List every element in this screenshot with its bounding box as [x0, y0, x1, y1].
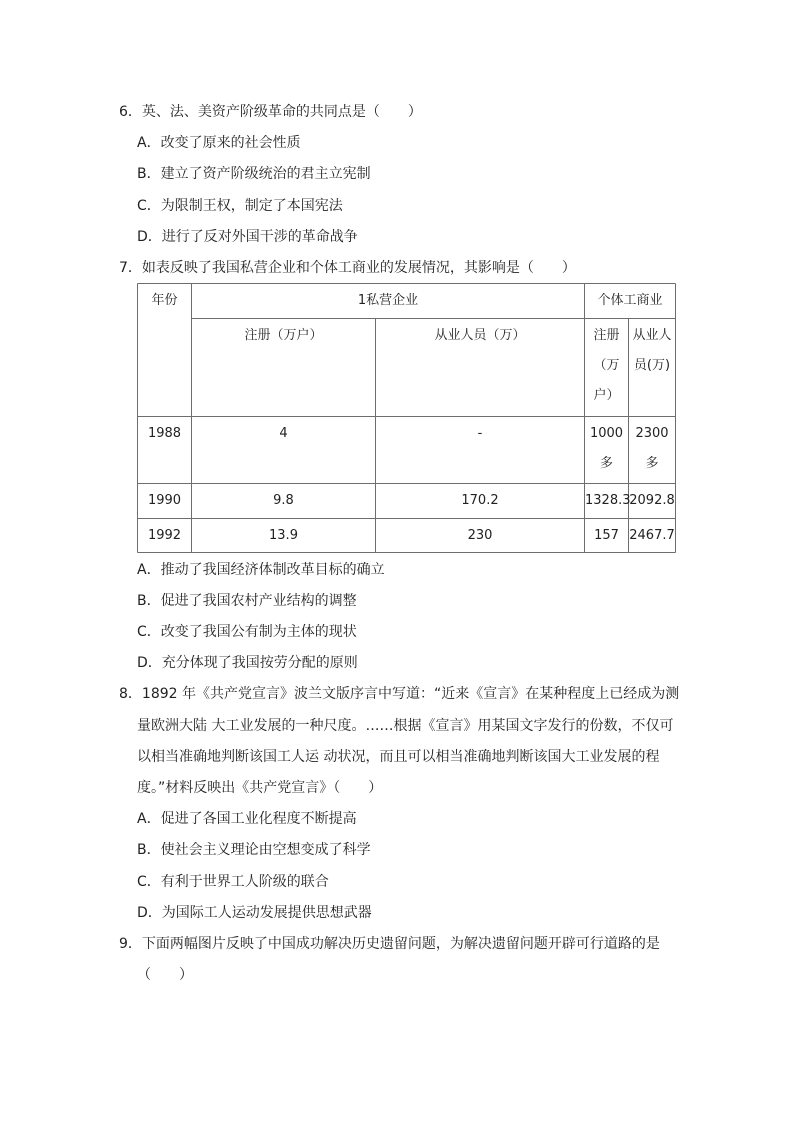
cell-1992-ind-employees: 2467.7	[629, 528, 675, 543]
q6-stem: 6．英、法、美资产阶级革命的共同点是（ ）	[119, 104, 422, 120]
q6-option-c: C．为限制王权，制定了本国宪法	[137, 198, 343, 214]
cell-1990-registered: 9.8	[273, 493, 294, 508]
cell-1988-registered: 4	[279, 426, 288, 441]
q8-stem-line-2: 量欧洲大陆 大工业发展的一种尺度。……根据《宣言》用某国文字发行的份数，不仅可	[137, 718, 674, 734]
cell-1990-ind-employees: 2092.8	[629, 493, 675, 508]
cell-year-1988: 1988	[147, 426, 182, 441]
q9-stem-line-1: 9．下面两幅图片反映了中国成功解决历史遗留问题，为解决遗留问题开辟可行道路的是	[119, 936, 660, 952]
cell-1988-employees: -	[477, 426, 483, 441]
q7-option-b: B．促进了我国农村产业结构的调整	[137, 593, 357, 609]
subheader-ind-employees: 从业人 员(万)	[632, 328, 672, 373]
q8-stem-line-1: 8．1892 年《共产党宣言》波兰文版序言中写道：“近来《宣言》在某种程度上已经成为测	[119, 686, 680, 702]
cell-1992-ind-registered: 157	[594, 528, 619, 543]
q7-stem: 7．如表反映了我国私营企业和个体工商业的发展情况，其影响是（ ）	[119, 260, 576, 276]
cell-1990-ind-registered: 1328.3	[585, 493, 631, 508]
q7-option-a: A．推动了我国经济体制改革目标的确立	[137, 562, 385, 578]
header-individual-business: 个体工商业	[597, 293, 663, 308]
q8-option-c: C．有利于世界工人阶级的联合	[137, 874, 329, 890]
q7-option-c: C．改变了我国公有制为主体的现状	[137, 624, 357, 640]
subheader-registered: 注册（万户）	[244, 328, 323, 343]
q6-option-a: A．改变了原来的社会性质	[137, 135, 301, 151]
header-year: 年份	[151, 293, 178, 308]
q9-stem-line-2: （ ）	[137, 967, 193, 983]
q6-option-b: B．建立了资产阶级统治的君主立宪制	[137, 166, 371, 182]
cell-1988-ind-registered: 1000 多	[589, 426, 624, 471]
cell-1988-ind-employees: 2300 多	[635, 426, 669, 471]
cell-1992-registered: 13.9	[269, 528, 298, 543]
q6-option-d: D．进行了反对外国干涉的革命战争	[137, 229, 358, 245]
q8-option-d: D．为国际工人运动发展提供思想武器	[137, 905, 372, 921]
cell-1992-employees: 230	[467, 528, 493, 543]
q8-stem-line-3: 以相当准确地判断该国工人运 动状况，而且可以相当准确地判断该国大工业发展的程	[137, 749, 660, 765]
cell-year-1992: 1992	[147, 528, 182, 543]
header-private-enterprise: 1私营企业	[357, 293, 419, 308]
q8-stem-line-4: 度。”材料反映出《共产党宣言》（ ）	[137, 780, 383, 796]
q8-option-a: A．促进了各国工业化程度不断提高	[137, 811, 357, 827]
cell-1990-employees: 170.2	[461, 493, 499, 508]
q7-option-d: D．充分体现了我国按劳分配的原则	[137, 655, 358, 671]
cell-year-1990: 1990	[147, 493, 182, 508]
q8-option-b: B．使社会主义理论由空想变成了科学	[137, 842, 371, 858]
subheader-ind-registered: 注册 （万 户）	[593, 328, 620, 403]
subheader-employees: 从业人员（万）	[434, 328, 526, 343]
